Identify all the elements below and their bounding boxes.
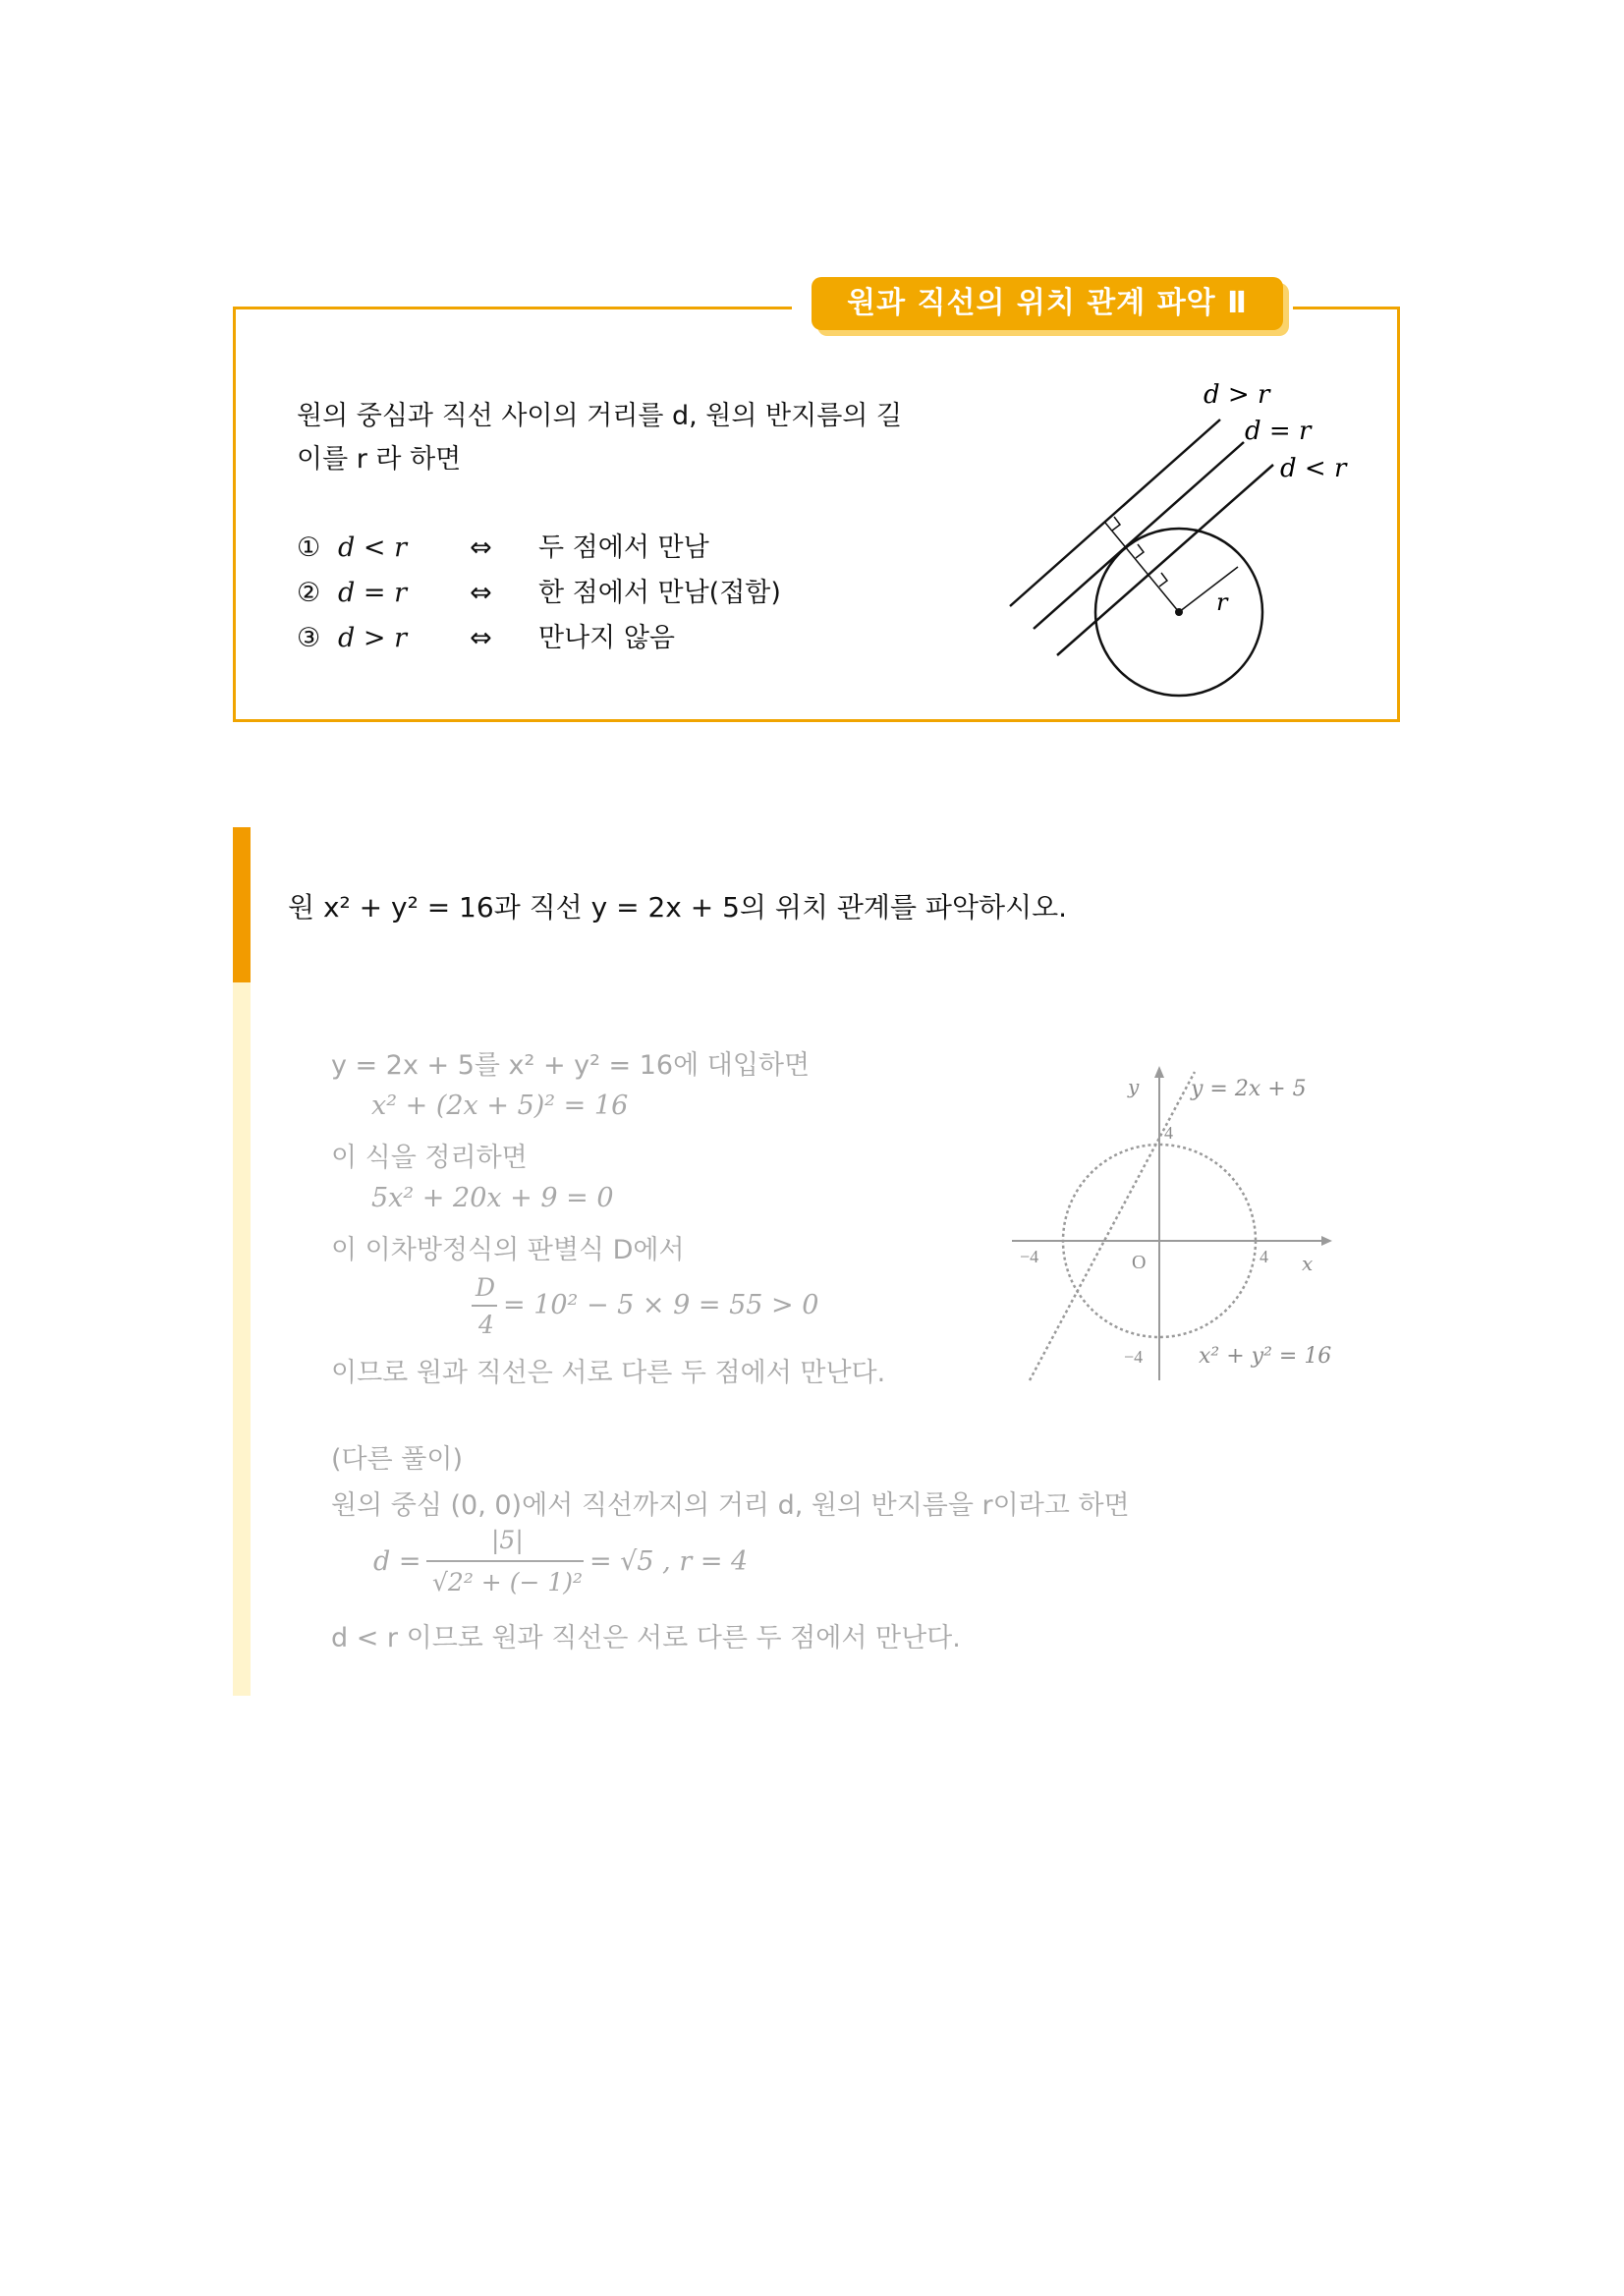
solution-line: 이 이차방정식의 판별식 D에서 (331, 1235, 685, 1265)
label-d-eq-r: d = r (1245, 417, 1312, 446)
tick-label: −4 (1020, 1247, 1039, 1266)
x-axis-arrow (1321, 1236, 1332, 1246)
line-secant (1057, 465, 1273, 655)
tick-label: 4 (1260, 1247, 1268, 1266)
circle-equation-label: x² + y² = 16 (1199, 1344, 1332, 1369)
y-axis-label: y (1128, 1075, 1140, 1098)
discriminant-value: = 10² − 5 × 9 = 55 > 0 (503, 1290, 819, 1320)
problem-statement: 원 x² + y² = 16과 직선 y = 2x + 5의 위치 관계를 파악하시오. (288, 891, 1068, 924)
fraction-bar (472, 1305, 497, 1307)
concept-intro-line2: 이를 r 라 하면 (297, 444, 462, 475)
solution-line: 이 식을 정리하면 (331, 1143, 528, 1173)
x-axis-label: x (1302, 1252, 1314, 1275)
problem-accent-bar (233, 827, 251, 982)
alternative-conclusion: d < r 이므로 원과 직선은 서로 다른 두 점에서 만난다. (331, 1623, 961, 1653)
line-far (1010, 420, 1220, 606)
condition-number: ③ (297, 623, 321, 653)
solution-line: y = 2x + 5를 x² + y² = 16에 대입하면 (331, 1050, 811, 1081)
fraction-denominator: 4 (478, 1311, 494, 1339)
solution-accent-bar (233, 982, 251, 1696)
condition-description: 한 점에서 만남(접함) (538, 578, 781, 608)
equivalence-arrow: ⇔ (470, 623, 492, 653)
distance-result: = √5 , r = 4 (589, 1546, 749, 1577)
tick-label: 4 (1164, 1123, 1173, 1143)
origin-label: O (1132, 1252, 1147, 1273)
condition-relation: d > r (338, 623, 407, 653)
distance-d-label: d = (373, 1546, 421, 1577)
label-d-gt-r: d > r (1204, 380, 1270, 410)
distance-numerator: |5| (491, 1526, 524, 1554)
equivalence-arrow: ⇔ (470, 532, 492, 563)
solution-equation: x² + (2x + 5)² = 16 (371, 1091, 629, 1121)
y-axis-arrow (1154, 1066, 1164, 1078)
condition-relation: d = r (338, 578, 407, 608)
solution-conclusion: 이므로 원과 직선은 서로 다른 두 점에서 만난다. (331, 1358, 886, 1388)
alternative-line: 원의 중심 (0, 0)에서 직선까지의 거리 d, 원의 반지름을 r이라고 하면 (331, 1490, 1130, 1521)
label-d-lt-r: d < r (1280, 454, 1347, 483)
concept-intro-line1: 원의 중심과 직선 사이의 거리를 d, 원의 반지름의 길 (297, 401, 903, 431)
distance-fraction-bar (426, 1560, 584, 1562)
condition-number: ① (297, 532, 321, 563)
equivalence-arrow: ⇔ (470, 578, 492, 608)
concept-title: 원과 직선의 위치 관계 파악 Ⅱ (812, 277, 1283, 330)
graph-line (1030, 1072, 1195, 1380)
fraction-numerator: D (476, 1273, 496, 1302)
circle-line-graph (1002, 1056, 1346, 1395)
distance-denominator: √2² + (− 1)² (432, 1568, 584, 1596)
tick-label: −4 (1124, 1347, 1144, 1367)
right-angle-mark (1112, 517, 1120, 531)
right-angle-mark (1136, 544, 1144, 558)
right-angle-mark (1159, 573, 1167, 587)
line-equation-label: y = 2x + 5 (1191, 1077, 1307, 1101)
solution-equation: 5x² + 20x + 9 = 0 (371, 1183, 614, 1213)
condition-relation: d < r (338, 532, 407, 563)
radius-segment (1179, 567, 1238, 612)
label-radius: r (1216, 588, 1228, 616)
alternative-title: (다른 풀이) (331, 1444, 463, 1475)
circle-lines-figure (992, 378, 1366, 712)
condition-description: 두 점에서 만남 (538, 532, 709, 563)
concept-title-wrap (792, 277, 1293, 332)
condition-description: 만나지 않음 (538, 623, 675, 653)
condition-number: ② (297, 578, 321, 608)
